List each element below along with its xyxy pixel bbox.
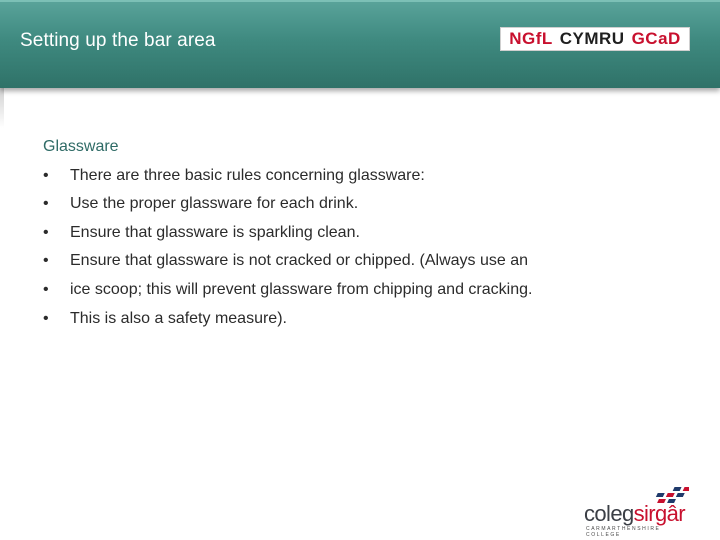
decorative-shadow: [0, 88, 4, 128]
bullet-icon: •: [43, 280, 49, 298]
bullet-item: [43, 276, 683, 305]
bullet-text: Ensure that glassware is not cracked or chipped. (Always use an: [70, 252, 529, 270]
bullet-text: ice scoop; this will prevent glassware from chipping and cracking.: [70, 280, 533, 298]
college-name: colegsirgâr: [584, 501, 686, 526]
section-heading: Glassware: [43, 138, 119, 155]
ngfl-cymru-logo: [500, 27, 690, 51]
bullet-icon: •: [43, 252, 49, 270]
college-subtitle: CARMARTHENSHIRE COLLEGE: [586, 526, 661, 538]
bullet-item: [43, 305, 683, 334]
bullet-icon: •: [43, 195, 49, 213]
bullet-item: [43, 219, 683, 248]
bullet-list: [43, 162, 683, 334]
bullet-item: [43, 247, 683, 276]
bullet-icon: •: [43, 223, 49, 241]
bullet-text: Ensure that glassware is sparkling clean.: [70, 223, 360, 241]
bullet-text: There are three basic rules concerning glassware:: [70, 166, 425, 184]
logo-cymru-text: CYMRU: [559, 29, 625, 48]
bullet-text: Use the proper glassware for each drink.: [70, 195, 359, 213]
logo-gcad-text: GCaD: [631, 29, 681, 48]
bullet-item: [43, 190, 683, 219]
coleg-sirgar-logo: [584, 486, 694, 538]
bullet-icon: •: [43, 166, 49, 184]
logo-ngfl-text: NGfL: [509, 29, 553, 48]
bullet-icon: •: [43, 309, 49, 327]
slide-body: [43, 133, 683, 333]
bullet-text: This is also a safety measure).: [70, 309, 287, 327]
title-bar: [0, 0, 720, 88]
bullet-item: [43, 162, 683, 191]
slide-title: Setting up the bar area: [20, 30, 216, 51]
